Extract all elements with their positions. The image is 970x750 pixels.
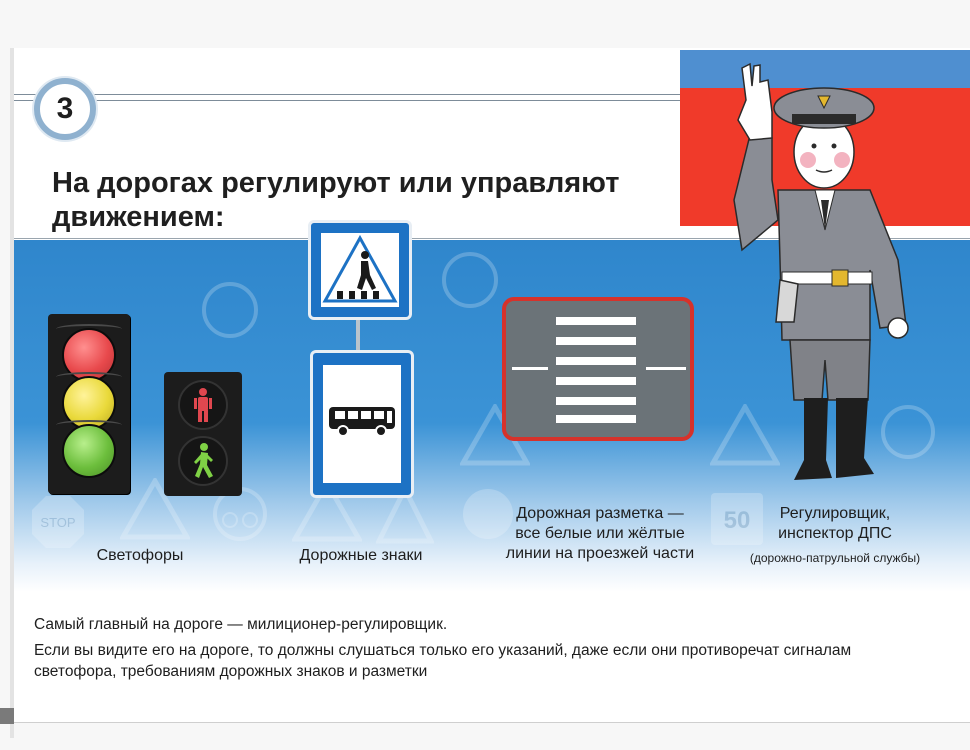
page-title-line: движением: (52, 201, 225, 233)
header-rule (14, 94, 684, 95)
pedestrian-crossing-sign (308, 220, 412, 320)
zebra-stripe (556, 397, 636, 405)
lane-line (512, 367, 548, 370)
caption-road-marking (490, 504, 710, 564)
road-marking-picture (502, 297, 694, 441)
pedestrian-red-lamp (178, 380, 228, 430)
walking-man-icon (180, 438, 226, 484)
pedestrian-green-lamp (178, 436, 228, 486)
caption-traffic-lights: Светофоры (96, 547, 184, 564)
zebra-stripe (556, 415, 636, 423)
caption-line: все белые или жёлтые (515, 525, 685, 542)
faint-speed-text: 50 (723, 507, 751, 534)
green-lamp-icon (62, 424, 116, 478)
pedestrian-crossing-icon (321, 233, 399, 307)
pedestrian-traffic-light (164, 372, 242, 496)
caption-road-signs: Дорожные знаки (299, 547, 423, 564)
lane-line (646, 367, 686, 370)
caption-line: линии на проезжей части (505, 545, 695, 562)
bus-stop-sign (310, 350, 414, 498)
caption-traffic-officer (730, 504, 940, 568)
zebra-stripe (556, 317, 636, 325)
paragraph-main: Самый главный на дороге — милиционер-регулировщик. (34, 616, 448, 633)
bottom-rule (14, 722, 970, 723)
zebra-stripe (556, 377, 636, 385)
page-number: 3 (56, 92, 74, 125)
bus-icon (327, 403, 399, 439)
header-rule (14, 100, 684, 101)
standing-man-icon (180, 382, 226, 428)
caption-line: Дорожная разметка — (516, 505, 684, 522)
caption-line: инспектор ДПС (778, 525, 892, 542)
traffic-officer-illustration (720, 60, 920, 490)
paragraph-line: светофора, требованиям дорожных знаков и разметки (34, 663, 428, 680)
faint-stop-sign-icon (30, 494, 86, 550)
faint-stop-text: STOP (40, 515, 76, 530)
page-edge-mark (0, 708, 14, 724)
page-number-badge (34, 78, 96, 140)
traffic-light-three-section (48, 314, 130, 494)
paragraph-rules (34, 640, 934, 682)
zebra-stripe (556, 357, 636, 365)
page-title-line: На дорогах регулируют или управляют (52, 167, 620, 199)
paragraph-line: Если вы видите его на дороге, то должны слушаться только его указаний, даже если они противоречат сигналам (34, 642, 852, 659)
caption-line: (дорожно-патрульной службы) (749, 551, 921, 565)
zebra-stripe (556, 337, 636, 345)
faint-round-sign-icon (200, 280, 260, 340)
faint-round-sign-icon (440, 250, 500, 310)
caption-line: Регулировщик, (779, 505, 891, 522)
